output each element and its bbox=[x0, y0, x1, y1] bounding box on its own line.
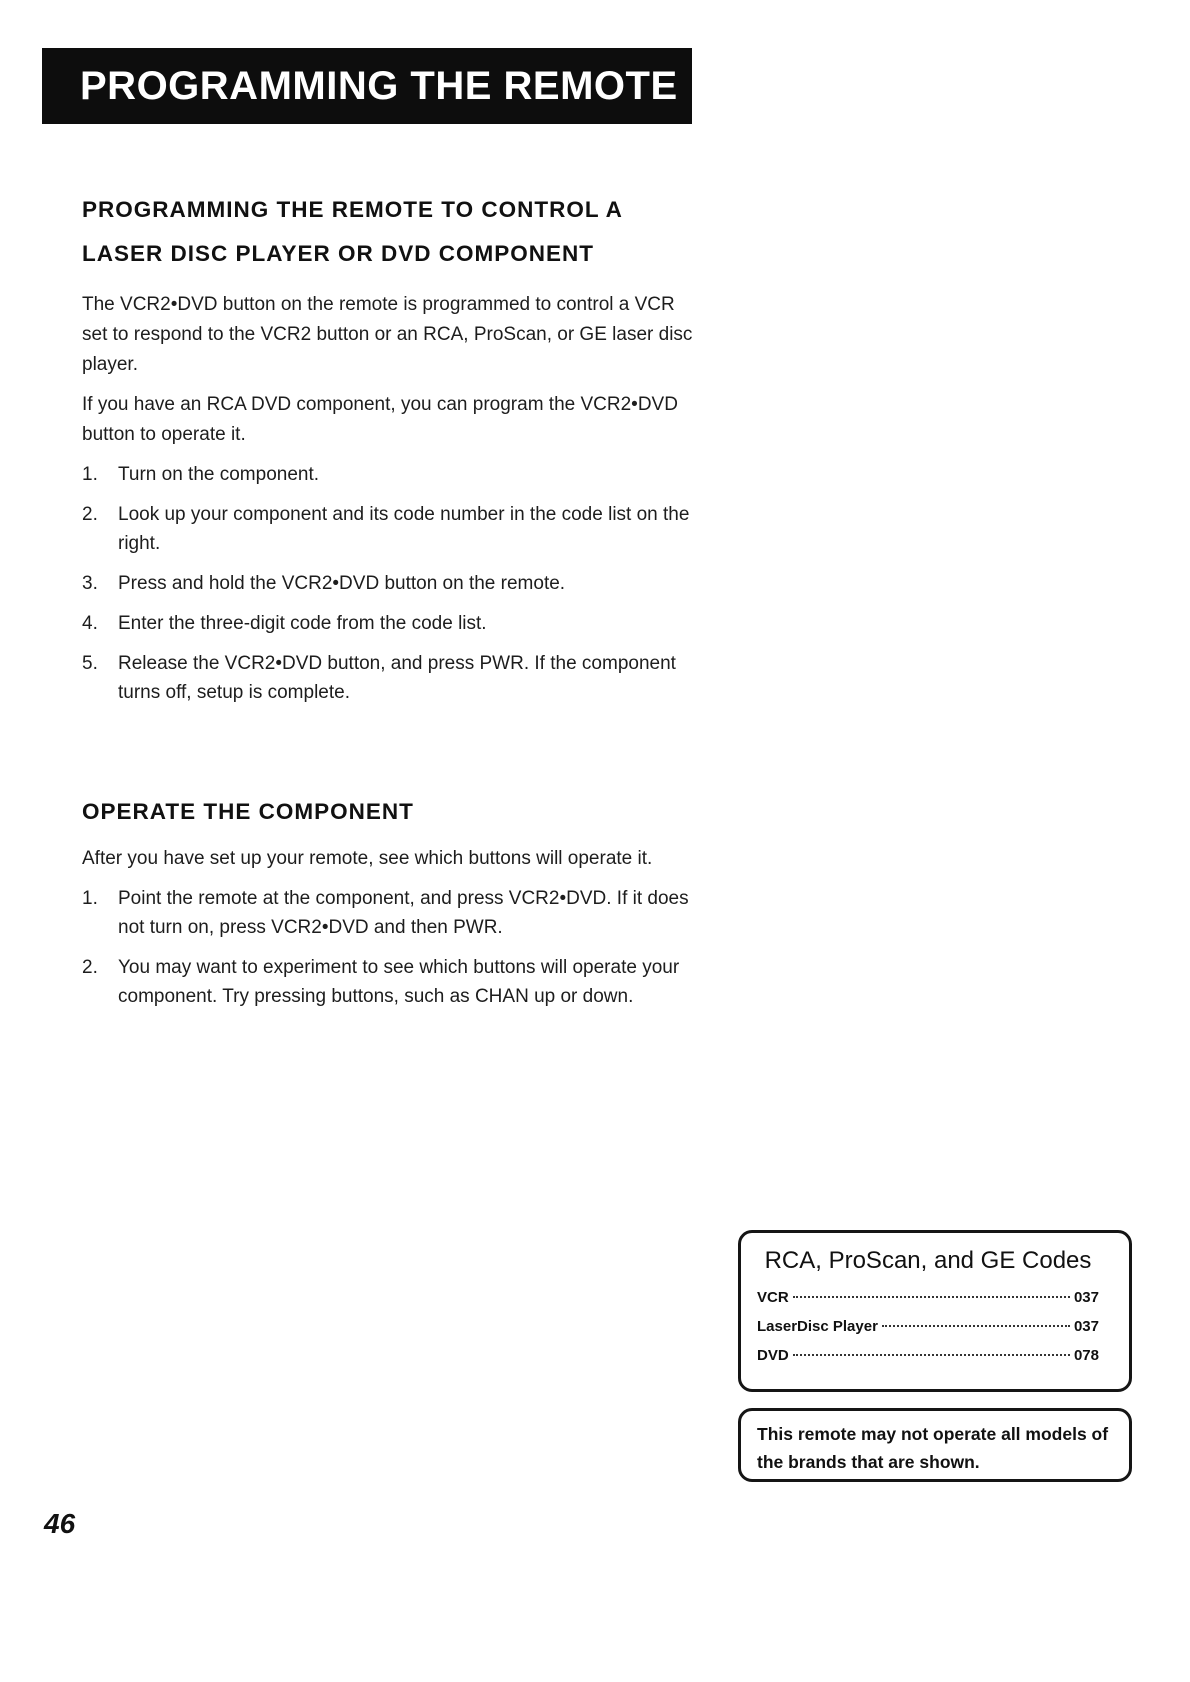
list-item bbox=[82, 569, 702, 598]
code-row bbox=[757, 1341, 1099, 1370]
list-item bbox=[82, 609, 702, 638]
step-text: Point the remote at the component, and press VCR2•DVD. If it does not turn on, press VCR2•DVD and then PWR. bbox=[118, 888, 689, 938]
section-program-remote bbox=[82, 188, 702, 718]
operate-paragraph: After you have set up your remote, see which buttons will operate it. bbox=[82, 848, 653, 869]
note-text: This remote may not operate all models of the brands that are shown. bbox=[757, 1424, 1109, 1472]
code-label: DVD bbox=[757, 1347, 789, 1364]
section-heading: OPERATE THE COMPONENT bbox=[82, 799, 414, 824]
step-text: Turn on the component. bbox=[118, 464, 320, 485]
note-box bbox=[738, 1408, 1132, 1482]
setup-steps-list bbox=[82, 460, 702, 707]
step-text: Release the VCR2•DVD button, and press PWR. If the component turns off, setup is complete. bbox=[118, 653, 676, 703]
section-heading-line-2: LASER DISC PLAYER OR DVD COMPONENT bbox=[82, 241, 594, 266]
step-text: Press and hold the VCR2•DVD button on the remote. bbox=[118, 573, 566, 594]
page-title: PROGRAMMING THE REMOTE bbox=[80, 64, 678, 108]
step-number: 1. bbox=[82, 888, 98, 909]
dot-leader bbox=[793, 1354, 1070, 1356]
page-title-bar bbox=[42, 48, 692, 124]
dvd-paragraph: If you have an RCA DVD component, you can program the VCR2•DVD button to operate it. bbox=[82, 394, 678, 445]
step-text: Enter the three-digit code from the code list. bbox=[118, 613, 487, 634]
section-heading-line-1: PROGRAMMING THE REMOTE TO CONTROL A bbox=[82, 197, 623, 222]
dot-leader bbox=[882, 1325, 1070, 1327]
list-item bbox=[82, 884, 702, 942]
step-text: You may want to experiment to see which buttons will operate your component. Try pressing buttons, such as CHAN up or down. bbox=[118, 957, 680, 1007]
code-label: VCR bbox=[757, 1289, 789, 1306]
intro-paragraph: The VCR2•DVD button on the remote is programmed to control a VCR set to respond to the VCR2 button or an RCA, ProScan, or GE laser disc player. bbox=[82, 294, 693, 375]
code-label: LaserDisc Player bbox=[757, 1318, 878, 1335]
operate-steps-list bbox=[82, 884, 702, 1011]
step-number: 4. bbox=[82, 613, 98, 634]
code-value: 078 bbox=[1073, 1347, 1099, 1364]
list-item bbox=[82, 953, 702, 1011]
code-row bbox=[757, 1312, 1099, 1341]
page-number: 46 bbox=[44, 1508, 76, 1539]
step-number: 5. bbox=[82, 653, 98, 674]
step-number: 2. bbox=[82, 504, 98, 525]
list-item bbox=[82, 500, 702, 558]
code-value: 037 bbox=[1073, 1289, 1099, 1306]
section-operate-component bbox=[82, 790, 702, 1022]
step-text: Look up your component and its code number in the code list on the right. bbox=[118, 504, 690, 554]
codes-title: RCA, ProScan, and GE Codes bbox=[764, 1247, 1092, 1274]
list-item bbox=[82, 460, 702, 489]
step-number: 2. bbox=[82, 957, 98, 978]
step-number: 1. bbox=[82, 464, 98, 485]
dot-leader bbox=[793, 1296, 1070, 1298]
step-number: 3. bbox=[82, 573, 98, 594]
code-row bbox=[757, 1283, 1099, 1312]
code-value: 037 bbox=[1073, 1318, 1099, 1335]
list-item bbox=[82, 649, 702, 707]
codes-box bbox=[738, 1230, 1132, 1392]
